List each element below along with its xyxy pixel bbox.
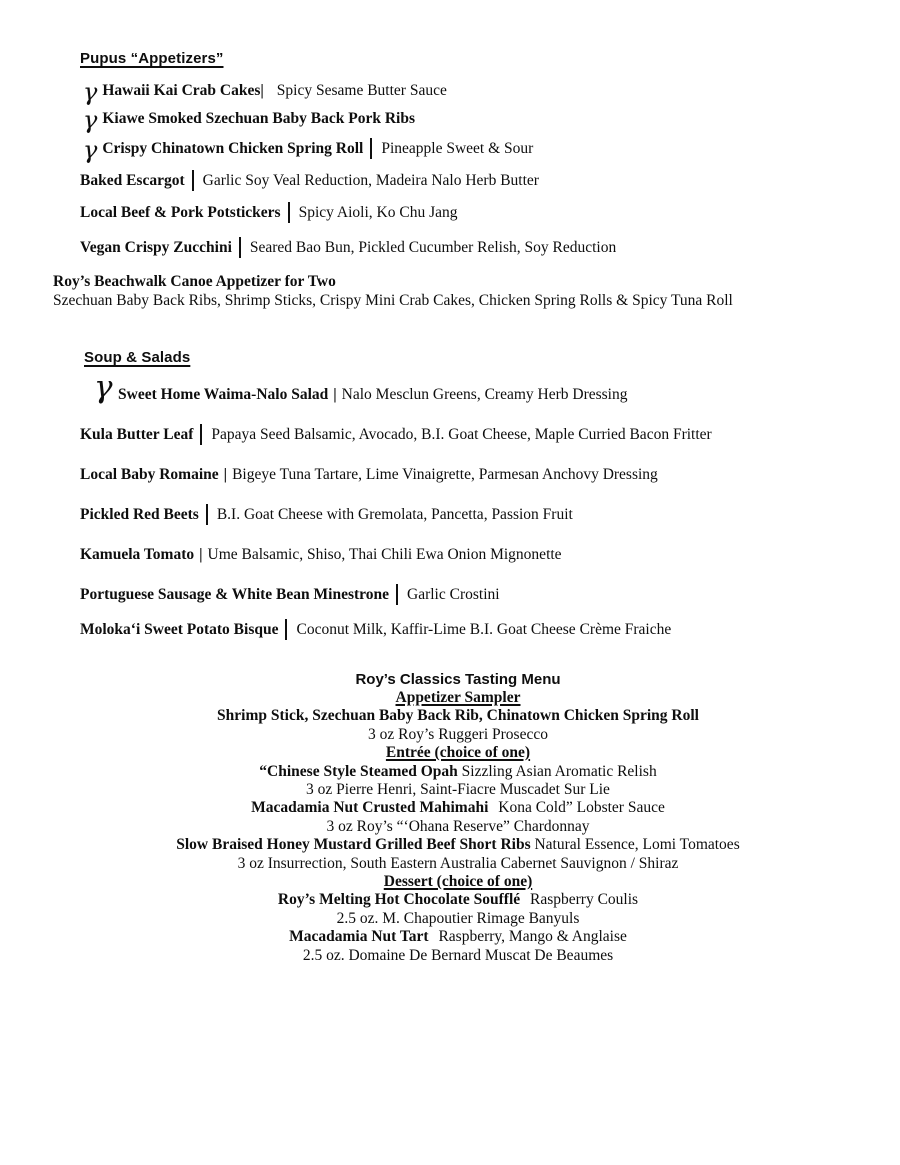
tasting-dish-desc: Kona Cold” Lobster Sauce [498,799,665,817]
menu-item [80,202,900,223]
menu-item [80,136,900,164]
signature-dish-icon: γ [83,78,98,106]
separator-bar [200,424,202,445]
menu-item-name: Kiawe Smoked Szechuan Baby Back Pork Ribs [102,110,415,127]
tasting-dish-desc: Raspberry Coulis [530,891,639,909]
menu-item [80,386,900,403]
menu-item-desc: Garlic Crostini [407,586,500,603]
menu-item [80,170,900,191]
tasting-dish-desc: Sizzling Asian Aromatic Relish [461,762,657,780]
menu-item-desc: Coconut Milk, Kaffir-Lime B.I. Goat Cheese Crème Fraiche [296,621,672,638]
tasting-line [16,891,900,909]
tasting-line [16,763,900,781]
section-title-appetizers: Pupus “Appetizers” [80,50,224,67]
tasting-line [16,836,900,854]
menu-item-desc: Pineapple Sweet & Sour [381,140,534,157]
tasting-line: Shrimp Stick, Szechuan Baby Back Rib, Chinatown Chicken Spring Roll [217,707,699,725]
menu-item-desc: Ume Balsamic, Shiso, Thai Chili Ewa Onion Mignonette [207,546,562,563]
tasting-menu-block [0,671,900,965]
menu-item-desc: Spicy Sesame Butter Sauce [276,82,447,99]
menu-item-name: Baked Escargot [80,172,185,189]
tasting-line [16,799,900,817]
tasting-dish-name: Macadamia Nut Crusted Mahimahi [251,799,489,817]
tasting-dish-name: Roy’s Melting Hot Chocolate Soufflé [277,891,521,909]
tasting-line: Entrée (choice of one) [385,744,531,762]
tasting-line [16,928,900,946]
menu-item-desc: Spicy Aioli, Ko Chu Jang [298,204,458,221]
menu-item-desc: Seared Bao Bun, Pickled Cucumber Relish, Soy Reduction [249,239,617,256]
menu-item-name: Crispy Chinatown Chicken Spring Roll [102,140,364,157]
feature-appetizer-block [53,273,900,310]
menu-item-name: Portuguese Sausage & White Bean Minestrone [80,586,389,603]
menu-item-desc: Nalo Mesclun Greens, Creamy Herb Dressing [341,386,628,403]
feature-appetizer-name: Roy’s Beachwalk Canoe Appetizer for Two [53,273,336,290]
menu-item [80,78,900,106]
tasting-menu-title: Roy’s Classics Tasting Menu [355,671,561,688]
separator-bar [396,584,398,605]
signature-dish-icon: γ [83,136,98,164]
menu-item-desc: Bigeye Tuna Tartare, Lime Vinaigrette, Parmesan Anchovy Dressing [232,466,658,483]
tasting-dish-name: Slow Braised Honey Mustard Grilled Beef Short Ribs [176,836,531,854]
separator-pipe: | [333,386,337,403]
tasting-dish-desc: Natural Essence, Lomi Tomatoes [534,836,740,854]
tasting-dish-name: “Chinese Style Steamed Opah [259,762,458,780]
menu-item [80,504,900,525]
separator-bar [288,202,290,223]
separator-bar [206,504,208,525]
separator-pipe: | [199,546,203,563]
tasting-line: Appetizer Sampler [395,689,521,706]
menu-item-desc: B.I. Goat Cheese with Gremolata, Pancetta, Passion Fruit [216,506,573,523]
tasting-line: 2.5 oz. M. Chapoutier Rimage Banyuls [336,909,580,927]
signature-dish-icon: γ [94,369,113,405]
appetizers-item-list [80,78,900,258]
menu-item-name: Vegan Crispy Zucchini [80,239,232,256]
menu-item-name: Pickled Red Beets [80,506,199,523]
tasting-menu-lines [16,689,900,965]
soup-salads-item-list [80,369,900,640]
tasting-line: Dessert (choice of one) [383,873,533,891]
separator-pipe: | [260,82,264,99]
menu-item [80,466,900,483]
section-title-soup-salads: Soup & Salads [84,349,191,366]
separator-bar [192,170,194,191]
menu-item [80,619,900,640]
tasting-line: 3 oz Insurrection, South Eastern Australia Cabernet Sauvignon / Shiraz [237,854,679,872]
menu-item-name: Molokaʻi Sweet Potato Bisque [80,621,279,638]
menu-item [80,237,900,258]
tasting-line: 3 oz Roy’s Ruggeri Prosecco [368,725,548,743]
menu-item [80,546,900,563]
menu-item [80,584,900,605]
menu-item-name: Kamuela Tomato [80,546,195,563]
tasting-dish-desc: Raspberry, Mango & Anglaise [438,928,627,946]
menu-item-name: Local Baby Romaine [80,466,219,483]
tasting-line: 3 oz Pierre Henri, Saint-Fiacre Muscadet Sur Lie [306,781,610,799]
menu-item-desc: Papaya Seed Balsamic, Avocado, B.I. Goat Cheese, Maple Curried Bacon Fritter [211,426,712,443]
tasting-line: 3 oz Roy’s “ʻOhana Reserve” Chardonnay [326,817,590,835]
tasting-dish-name: Macadamia Nut Tart [289,928,429,946]
separator-bar [285,619,287,640]
feature-appetizer-desc: Szechuan Baby Back Ribs, Shrimp Sticks, Crispy Mini Crab Cakes, Chicken Spring Rolls & Spicy Tuna Roll [53,291,733,309]
menu-item [80,106,900,134]
menu-item [80,424,900,445]
separator-pipe: | [223,466,228,483]
separator-bar [239,237,241,258]
menu-item-desc: Garlic Soy Veal Reduction, Madeira Nalo Herb Butter [202,172,539,189]
menu-item-name: Local Beef & Pork Potstickers [80,204,281,221]
menu-item-name: Kula Butter Leaf [80,426,194,443]
menu-item-name: Sweet Home Waima-Nalo Salad [118,386,329,403]
separator-bar [370,138,372,159]
menu-item-name: Hawaii Kai Crab Cakes [102,82,261,99]
tasting-line: 2.5 oz. Domaine De Bernard Muscat De Beaumes [302,946,614,964]
signature-dish-icon: γ [83,106,98,134]
